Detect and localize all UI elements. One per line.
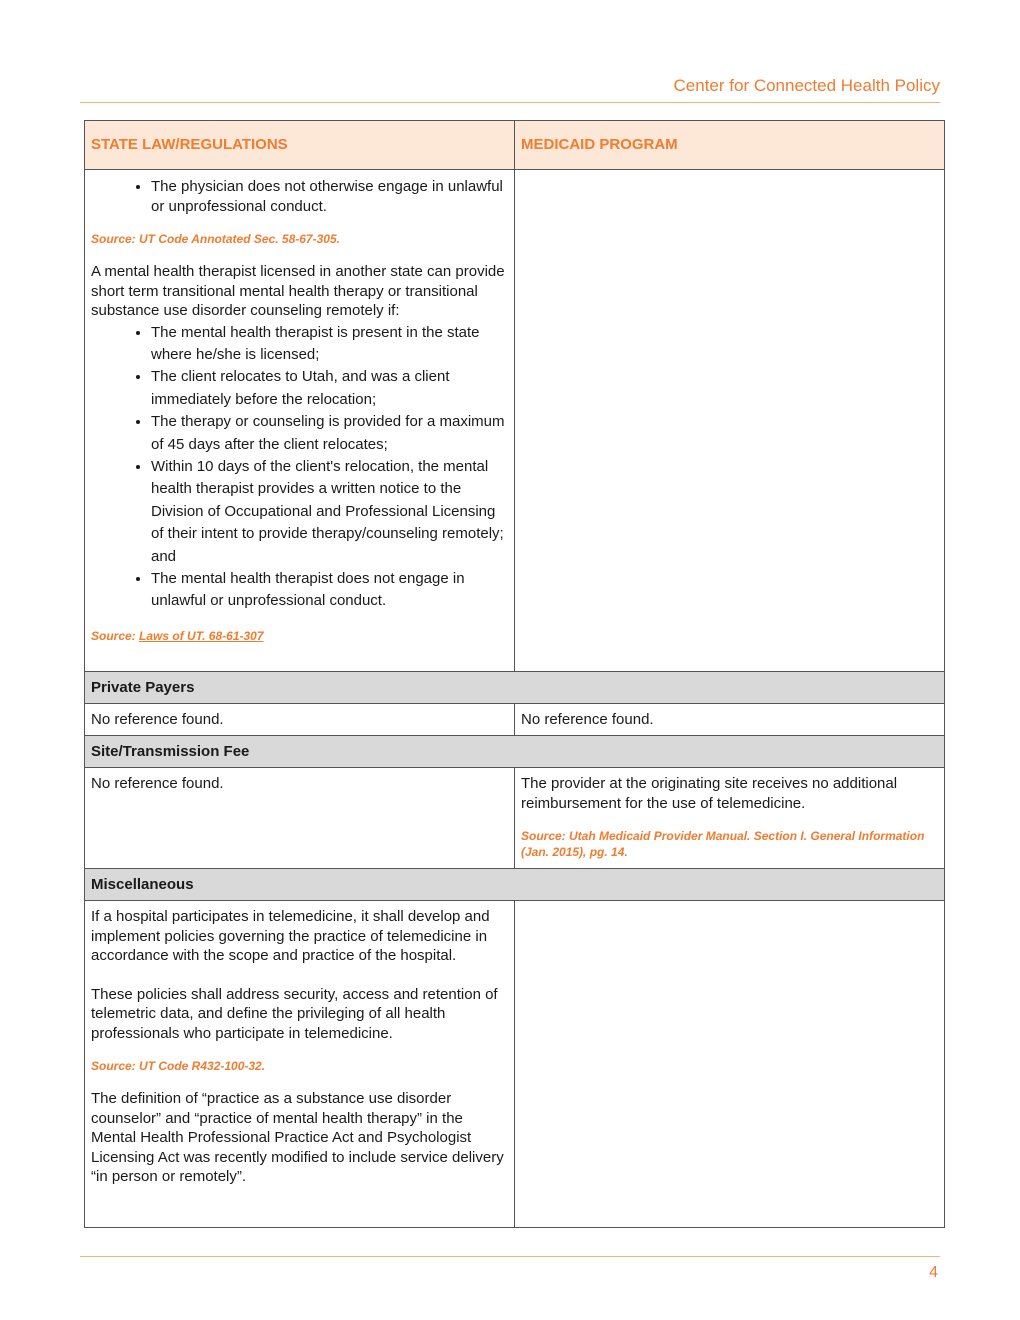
col-header-state-law: STATE LAW/REGULATIONS [85, 121, 515, 170]
policy-table [84, 120, 945, 1228]
table-row [85, 901, 945, 1228]
cell-state-law: No reference found. [85, 704, 515, 736]
cell-state-law: No reference found. [85, 768, 515, 869]
bullet-list-physician [91, 177, 508, 216]
paragraph-hospital-policy: If a hospital participates in telemedicine, it shall develop and implement policies governing the practice of telemedicine in accordance with the scope and practice of the hospital. [91, 908, 490, 964]
cell-state-law-block [85, 170, 515, 672]
section-title: Site/Transmission Fee [85, 736, 945, 768]
list-item: • The client relocates to Utah, and was a client immediately before the relocation; [151, 366, 508, 411]
cell-medicaid-empty [515, 901, 945, 1228]
source-citation-laws [91, 628, 508, 644]
source-citation: Source: UT Code R432-100-32. [91, 1059, 266, 1073]
list-item: • The mental health therapist does not engage in unlawful or unprofessional conduct. [151, 568, 508, 613]
cell-medicaid [515, 768, 945, 869]
source-citation: Source: UT Code Annotated Sec. 58-67-305. [91, 232, 340, 246]
table-row-state-law-continued [85, 170, 945, 672]
section-row-miscellaneous [85, 869, 945, 901]
section-title: Miscellaneous [85, 869, 945, 901]
list-item: • Within 10 days of the client's relocation, the mental health therapist provides a written notice to the Division of Occupational and Professional Licensing of their intent to provide therapy/counseling remotely; and [151, 456, 508, 568]
section-title: Private Payers [85, 672, 945, 704]
bullet-list-therapist [91, 322, 508, 613]
footer-divider [80, 1256, 940, 1257]
source-prefix: Source: [91, 628, 140, 643]
table-row [85, 768, 945, 869]
col-header-medicaid: MEDICAID PROGRAM [515, 121, 945, 170]
cell-medicaid: No reference found. [515, 704, 945, 736]
cell-state-law [85, 901, 515, 1228]
organization-title: Center for Connected Health Policy [673, 76, 940, 95]
table-row [85, 704, 945, 736]
page-number: 4 [929, 1264, 938, 1281]
list-item: • The physician does not otherwise engage in unlawful or unprofessional conduct. [151, 177, 508, 216]
list-item: • The mental health therapist is present in the state where he/she is licensed; [151, 322, 508, 367]
table-header-row [85, 121, 945, 170]
source-citation: Source: Utah Medicaid Provider Manual. Section I. General Information (Jan. 2015), pg. 14. [521, 829, 925, 859]
paragraph-therapist: A mental health therapist licensed in another state can provide short term transitional mental health therapy or transitional substance use disorder counseling remotely if: [91, 263, 505, 319]
paragraph-security: These policies shall address security, access and retention of telemetric data, and define the privileging of all health professionals who participate in telemedicine. [91, 985, 498, 1042]
laws-of-ut-link[interactable]: Laws of UT. 68-61-307 [139, 628, 264, 643]
paragraph-definition: The definition of “practice as a substance use disorder counselor” and “practice of mental health therapy” in the Mental Health Professional Practice Act and Psychologist Licensing Act was recently modified to include service delivery “in person or remotely”. [91, 1090, 504, 1185]
medicaid-site-fee-text: The provider at the originating site receives no additional reimbursement for the use of telemedicine. [521, 775, 898, 812]
header-divider [80, 102, 940, 103]
section-row-site-transmission-fee [85, 736, 945, 768]
section-row-private-payers [85, 672, 945, 704]
list-item: • The therapy or counseling is provided for a maximum of 45 days after the client relocates; [151, 411, 508, 456]
cell-medicaid-empty [515, 170, 945, 672]
